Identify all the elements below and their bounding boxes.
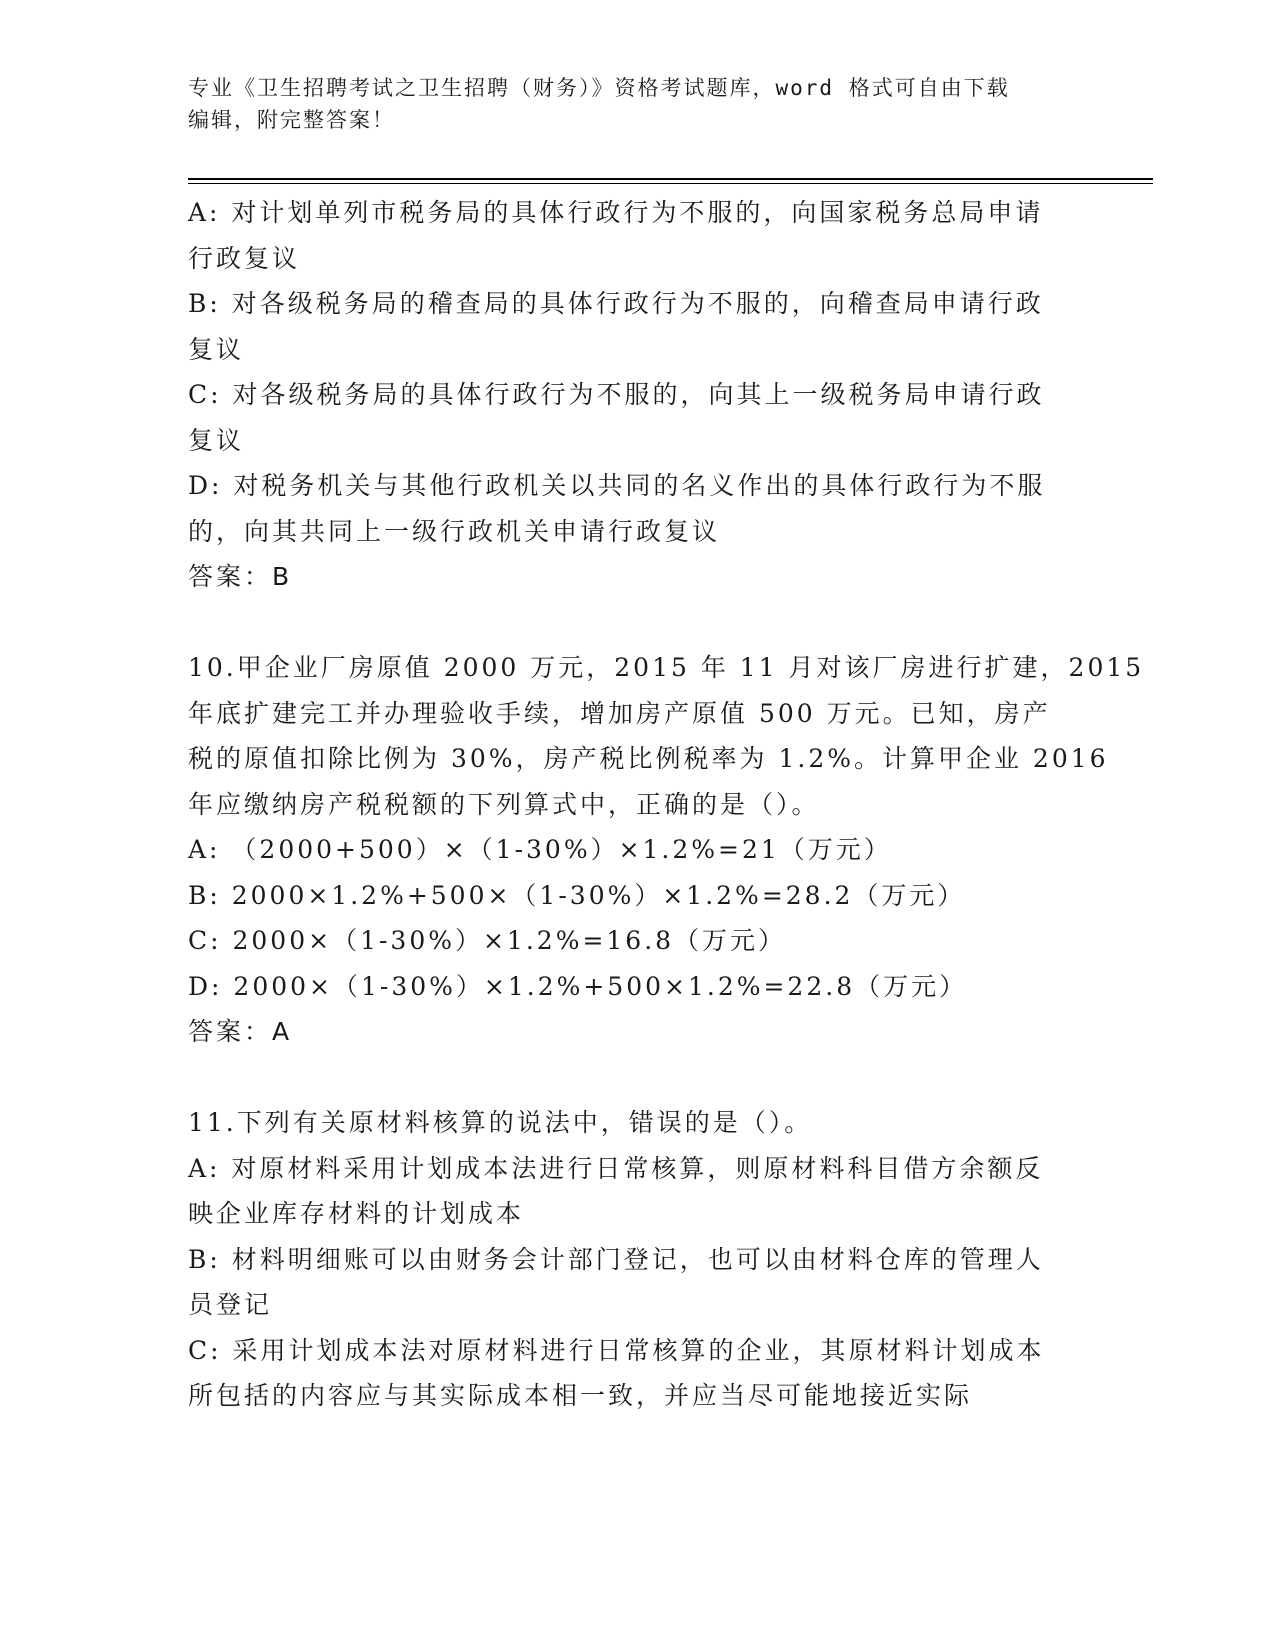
q10-option-d: D: 2000×（1-30%）×1.2%+500×1.2%=22.8（万元）	[188, 971, 968, 1001]
q9-option-c-line-2: 复议	[188, 425, 245, 455]
q11-option-c-line-1: C: 采用计划成本法对原材料进行日常核算的企业，其原材料计划成本	[188, 1335, 1045, 1365]
question-10	[188, 645, 1145, 1055]
document-header	[188, 72, 1068, 136]
question-9-options	[188, 190, 1088, 600]
q9-option-d-line-2: 的，向其共同上一级行政机关申请行政复议	[188, 516, 721, 546]
q10-option-a: A: （2000+500）×（1-30%）×1.2%=21（万元）	[188, 835, 892, 864]
q9-option-b-line-1: B: 对各级税务局的稽查局的具体行政行为不服的，向稽查局申请行政	[188, 289, 1044, 318]
q10-stem-line-4: 年应缴纳房产税税额的下列算式中，正确的是（）。	[188, 789, 820, 819]
q11-option-c-line-2: 所包括的内容应与其实际成本相一致，并应当尽可能地接近实际	[188, 1381, 973, 1410]
q11-option-a-line-1: A: 对原材料采用计划成本法进行日常核算，则原材料科目借方余额反	[188, 1153, 1044, 1183]
q9-option-b-line-2: 复议	[188, 334, 245, 364]
q11-option-b-line-1: B: 材料明细账可以由财务会计部门登记，也可以由材料仓库的管理人	[188, 1244, 1044, 1274]
q9-answer: 答案：B	[188, 562, 293, 591]
q10-option-b: B: 2000×1.2%+500×（1-30%）×1.2%=28.2（万元）	[188, 880, 966, 910]
header-divider-thick	[188, 178, 1153, 180]
spacer	[188, 1055, 1088, 1101]
q10-answer: 答案：A	[188, 1017, 293, 1046]
q9-option-a-line-1: A: 对计划单列市税务局的具体行政行为不服的，向国家税务总局申请	[188, 198, 1044, 227]
question-11	[188, 1100, 1088, 1419]
spacer	[188, 600, 1088, 646]
q9-option-d-line-1: D: 对税务机关与其他行政机关以共同的名义作出的具体行政行为不服	[188, 471, 1046, 500]
q9-option-c-line-1: C: 对各级税务局的具体行政行为不服的，向其上一级税务局申请行政	[188, 380, 1045, 409]
q10-stem-line-2: 年底扩建完工并办理验收手续，增加房产原值 500 万元。已知，房产	[188, 698, 1051, 728]
header-line-1: 专业《卫生招聘考试之卫生招聘（财务）》资格考试题库，word 格式可自由下载	[188, 76, 1010, 100]
q11-stem: 11.下列有关原材料核算的说法中，错误的是（）。	[188, 1108, 813, 1137]
q10-stem-line-1: 10.甲企业厂房原值 2000 万元，2015 年 11 月对该厂房进行扩建，2015	[188, 653, 1145, 682]
header-divider-thin	[188, 183, 1153, 184]
question-content	[188, 190, 1145, 1419]
q11-option-b-line-2: 员登记	[188, 1290, 273, 1319]
q10-stem-line-3: 税的原值扣除比例为 30%，房产税比例税率为 1.2%。计算甲企业 2016	[188, 744, 1109, 773]
q10-option-c: C: 2000×（1-30%）×1.2%=16.8（万元）	[188, 926, 787, 955]
q11-option-a-line-2: 映企业库存材料的计划成本	[188, 1199, 525, 1228]
q9-option-a-line-2: 行政复议	[188, 243, 301, 273]
header-line-2: 编辑，附完整答案！	[188, 108, 395, 132]
